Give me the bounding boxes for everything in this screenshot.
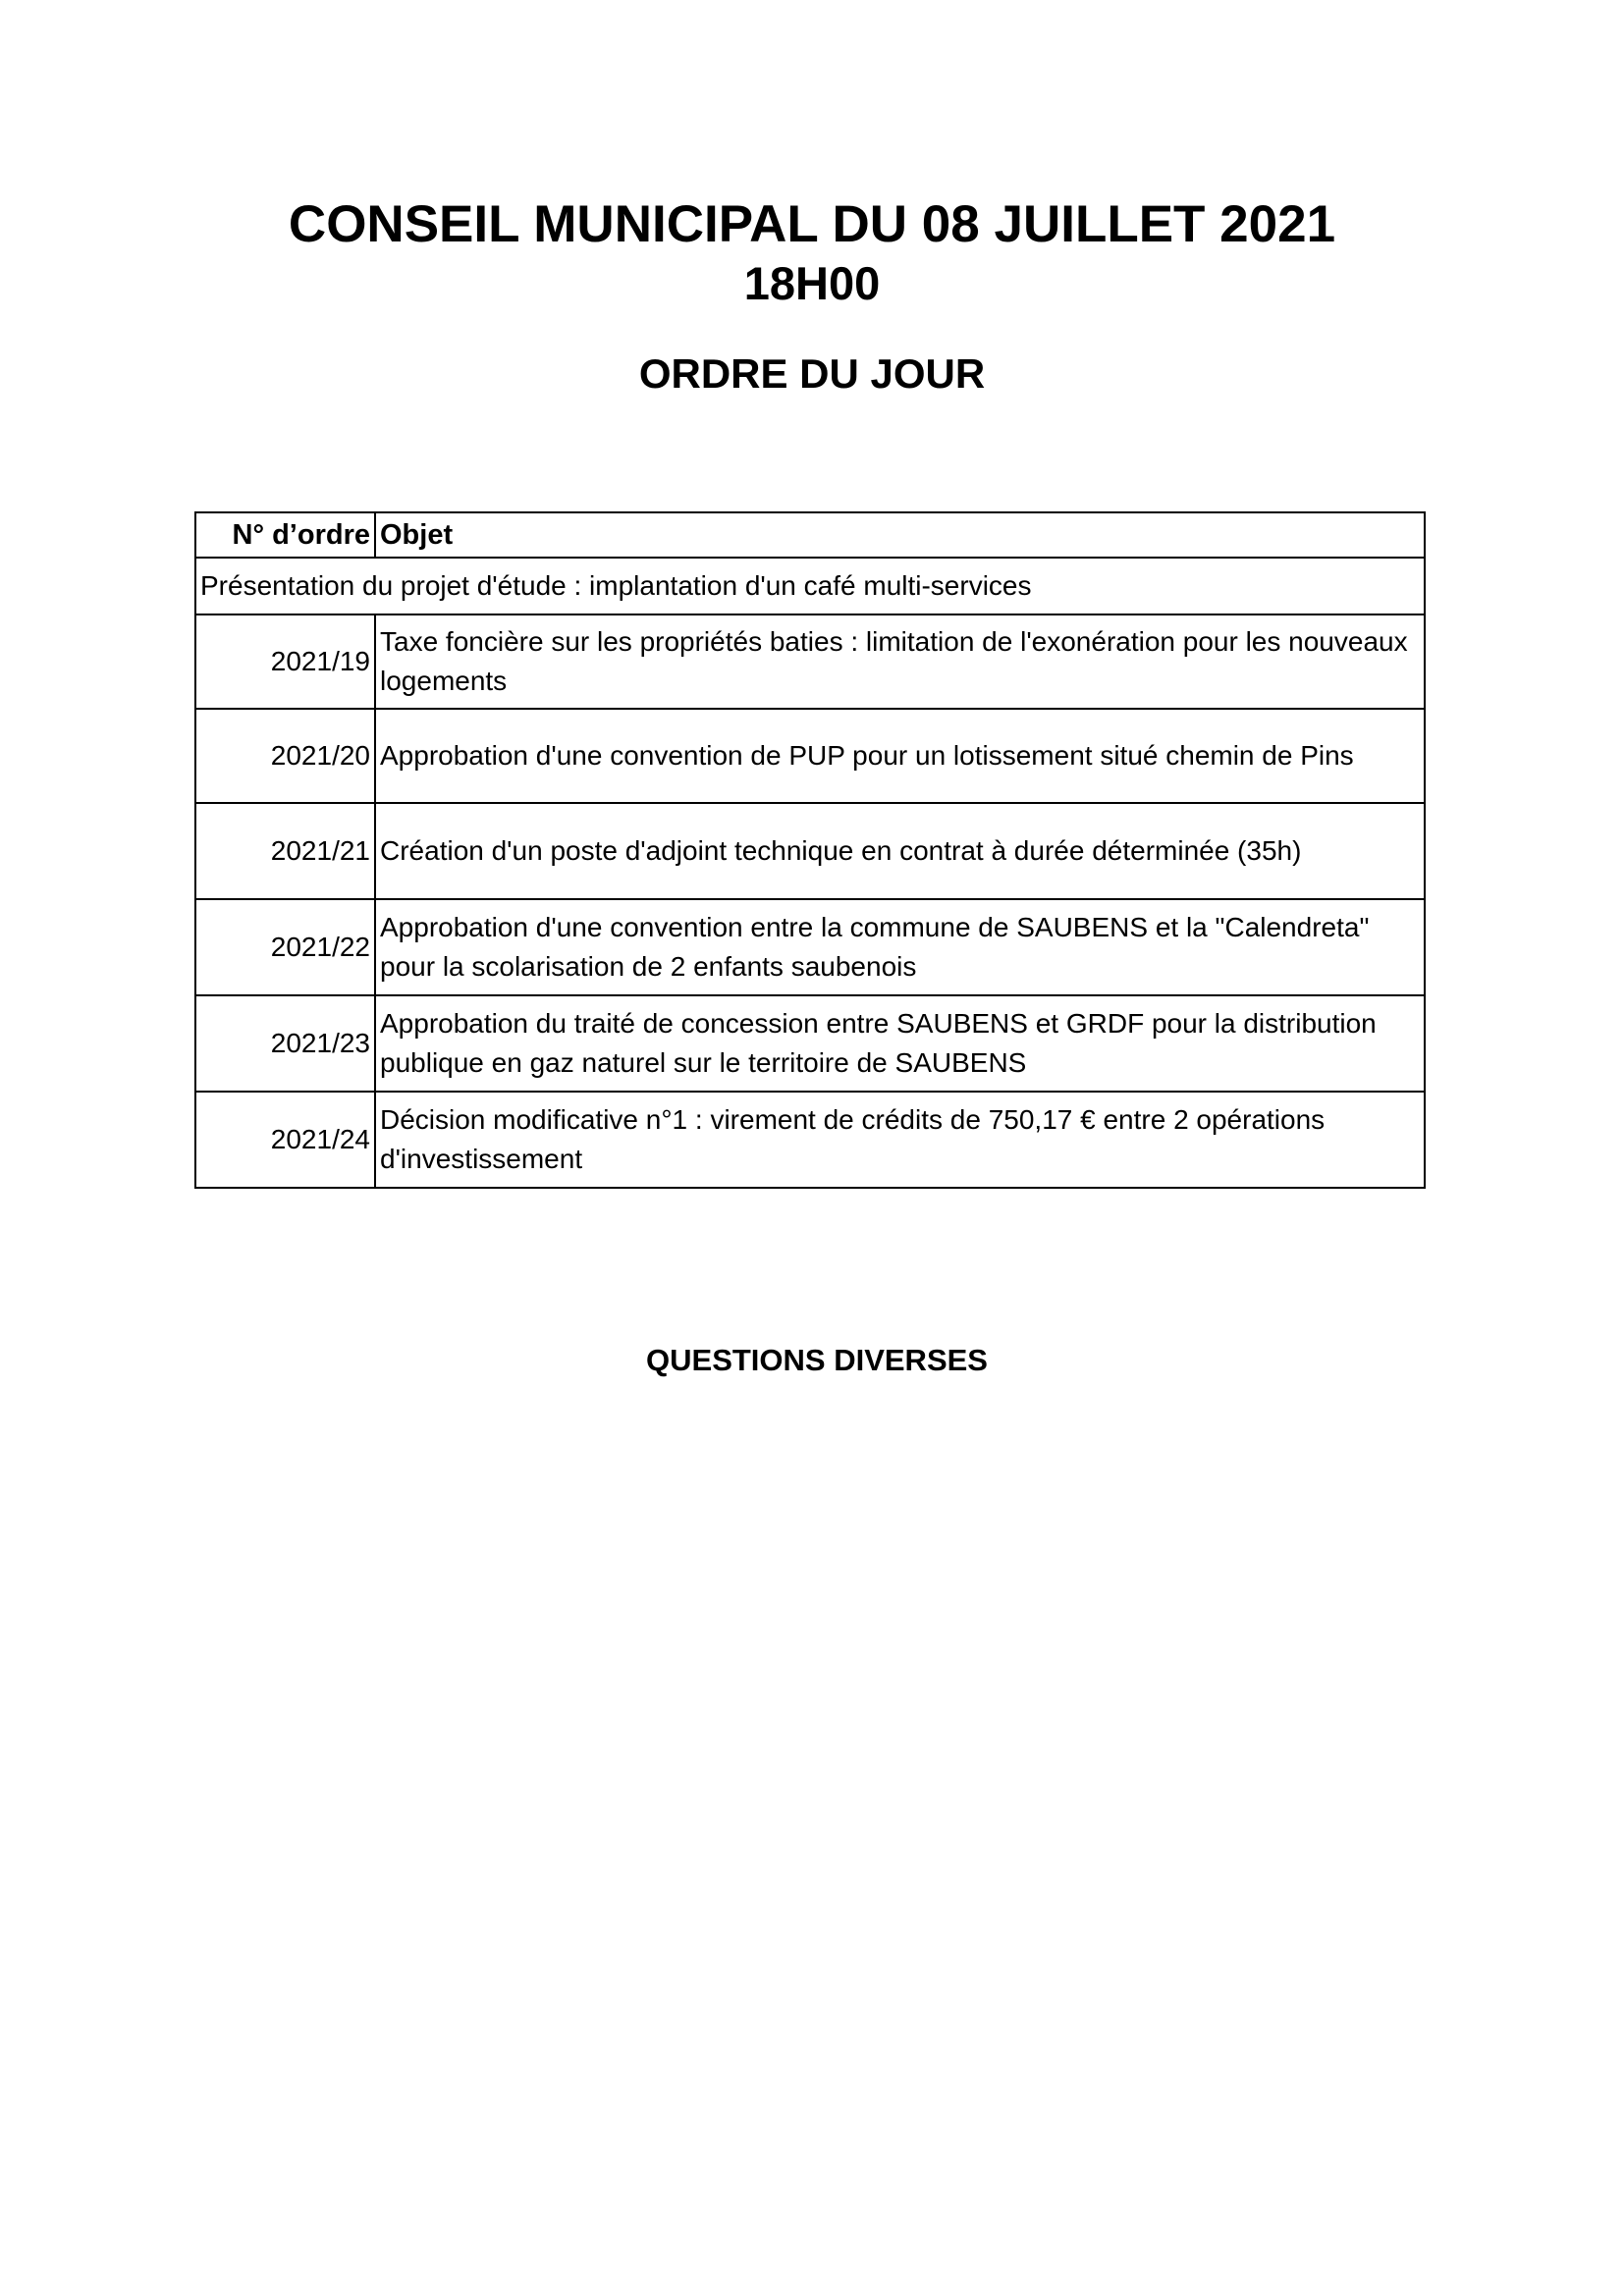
meeting-time: 18H00 — [743, 257, 881, 309]
item-number: 2021/19 — [195, 614, 375, 709]
table-row — [195, 995, 1425, 1092]
intro-row — [195, 558, 1425, 614]
column-header-subject: Objet — [375, 512, 1425, 558]
questions-diverses-heading: QUESTIONS DIVERSES — [646, 1343, 988, 1377]
table-row — [195, 803, 1425, 899]
item-number: 2021/21 — [195, 803, 375, 899]
agenda-heading: ORDRE DU JOUR — [638, 350, 986, 397]
item-number: 2021/22 — [195, 899, 375, 995]
item-number: 2021/23 — [195, 995, 375, 1092]
table-row — [195, 614, 1425, 709]
column-header-number: N° d’ordre — [195, 512, 375, 558]
item-subject: Décision modificative n°1 : virement de crédits de 750,17 € entre 2 opérations d'investissement — [375, 1092, 1425, 1188]
table-header-row — [195, 512, 1425, 558]
item-subject: Approbation d'une convention entre la commune de SAUBENS et la "Calendreta" pour la scolarisation de 2 enfants saubenois — [375, 899, 1425, 995]
item-subject: Taxe foncière sur les propriétés baties : limitation de l'exonération pour les nouveaux logements — [375, 614, 1425, 709]
agenda-table — [194, 511, 1426, 1189]
intro-cell: Présentation du projet d'étude : implantation d'un café multi-services — [195, 558, 1425, 614]
item-number: 2021/20 — [195, 709, 375, 803]
item-number: 2021/24 — [195, 1092, 375, 1188]
table-row — [195, 899, 1425, 995]
table-row — [195, 1092, 1425, 1188]
item-subject: Approbation du traité de concession entre SAUBENS et GRDF pour la distribution publique en gaz naturel sur le territoire de SAUBENS — [375, 995, 1425, 1092]
item-subject: Approbation d'une convention de PUP pour un lotissement situé chemin de Pins — [375, 709, 1425, 803]
table-row — [195, 709, 1425, 803]
page-title: CONSEIL MUNICIPAL DU 08 JUILLET 2021 — [288, 195, 1336, 253]
item-subject: Création d'un poste d'adjoint technique en contrat à durée déterminée (35h) — [375, 803, 1425, 899]
